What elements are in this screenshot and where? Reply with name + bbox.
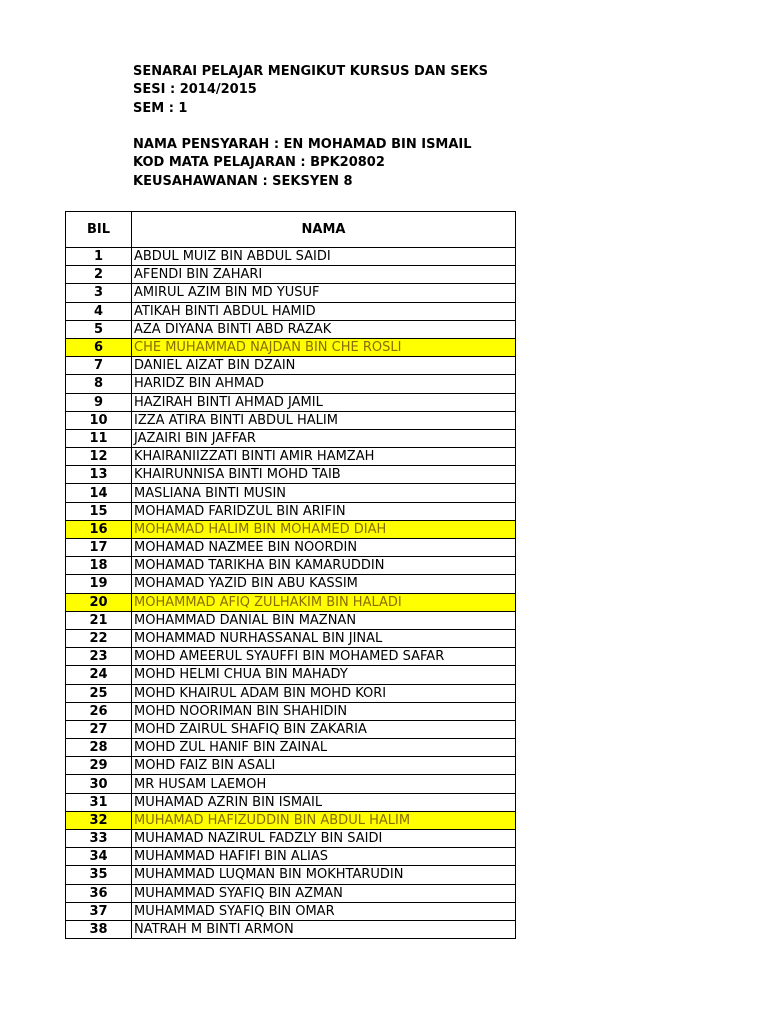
student-name: KHAIRANIIZZATI BINTI AMIR HAMZAH (132, 448, 516, 466)
document-header (133, 63, 513, 191)
lecturer-label: NAMA PENSYARAH : EN MOHAMAD BIN ISMAIL (133, 137, 472, 153)
row-number: 8 (66, 375, 132, 393)
row-number: 5 (66, 320, 132, 338)
student-name: MUHAMAD NAZIRUL FADZLY BIN SAIDI (132, 830, 516, 848)
table-row (66, 393, 516, 411)
table-row (66, 720, 516, 738)
row-number: 4 (66, 302, 132, 320)
table-row (66, 429, 516, 447)
table-row (66, 684, 516, 702)
row-number: 28 (66, 739, 132, 757)
table-row (66, 266, 516, 284)
table-row (66, 648, 516, 666)
student-name: ATIKAH BINTI ABDUL HAMID (132, 302, 516, 320)
table-row (66, 575, 516, 593)
table-row (66, 702, 516, 720)
course-section-label: KEUSAHAWANAN : SEKSYEN 8 (133, 173, 353, 189)
table-row (66, 866, 516, 884)
table-row (66, 830, 516, 848)
table-row (66, 611, 516, 629)
row-number: 33 (66, 830, 132, 848)
row-number: 32 (66, 811, 132, 829)
student-name: AFENDI BIN ZAHARI (132, 266, 516, 284)
row-number: 37 (66, 902, 132, 920)
table-row (66, 357, 516, 375)
table-row (66, 248, 516, 266)
student-name: JAZAIRI BIN JAFFAR (132, 429, 516, 447)
row-number: 21 (66, 611, 132, 629)
student-name: MUHAMMAD SYAFIQ BIN OMAR (132, 902, 516, 920)
student-name: MOHAMAD TARIKHA BIN KAMARUDDIN (132, 557, 516, 575)
table-row (66, 302, 516, 320)
table-row (66, 539, 516, 557)
table-row (66, 466, 516, 484)
header-spacer (133, 118, 513, 136)
student-name: DANIEL AIZAT BIN DZAIN (132, 357, 516, 375)
row-number: 2 (66, 266, 132, 284)
table-row (66, 502, 516, 520)
row-number: 24 (66, 666, 132, 684)
student-name: MUHAMAD HAFIZUDDIN BIN ABDUL HALIM (132, 811, 516, 829)
row-number: 36 (66, 884, 132, 902)
table-row (66, 629, 516, 647)
table-row (66, 920, 516, 938)
semester-label: SEM : 1 (133, 100, 188, 116)
table-row (66, 666, 516, 684)
student-name: MUHAMMAD HAFIFI BIN ALIAS (132, 848, 516, 866)
student-name: MOHAMAD NAZMEE BIN NOORDIN (132, 539, 516, 557)
list-title: SENARAI PELAJAR MENGIKUT KURSUS DAN SEKS (133, 64, 488, 79)
table-row (66, 375, 516, 393)
row-number: 25 (66, 684, 132, 702)
student-name: MR HUSAM LAEMOH (132, 775, 516, 793)
row-number: 10 (66, 411, 132, 429)
student-name: MOHAMAD HALIM BIN MOHAMED DIAH (132, 520, 516, 538)
row-number: 6 (66, 338, 132, 356)
row-number: 13 (66, 466, 132, 484)
table-row (66, 411, 516, 429)
table-row (66, 739, 516, 757)
row-number: 26 (66, 702, 132, 720)
student-name: MOHAMMAD NURHASSANAL BIN JINAL (132, 629, 516, 647)
student-name: IZZA ATIRA BINTI ABDUL HALIM (132, 411, 516, 429)
table-head (66, 212, 516, 248)
row-number: 23 (66, 648, 132, 666)
row-number: 38 (66, 920, 132, 938)
session-label: SESI : 2014/2015 (133, 82, 257, 98)
student-name: CHE MUHAMMAD NAJDAN BIN CHE ROSLI (132, 338, 516, 356)
table-row (66, 902, 516, 920)
row-number: 1 (66, 248, 132, 266)
student-name: MOHD KHAIRUL ADAM BIN MOHD KORI (132, 684, 516, 702)
table-row (66, 284, 516, 302)
student-name: MOHD HELMI CHUA BIN MAHADY (132, 666, 516, 684)
row-number: 9 (66, 393, 132, 411)
column-header-nama: NAMA (132, 212, 516, 248)
row-number: 7 (66, 357, 132, 375)
row-number: 31 (66, 793, 132, 811)
student-name: MUHAMMAD LUQMAN BIN MOKHTARUDIN (132, 866, 516, 884)
row-number: 35 (66, 866, 132, 884)
row-number: 14 (66, 484, 132, 502)
student-table (65, 211, 516, 939)
student-name: MUHAMMAD SYAFIQ BIN AZMAN (132, 884, 516, 902)
student-name: MOHD NOORIMAN BIN SHAHIDIN (132, 702, 516, 720)
student-name: MOHAMMAD DANIAL BIN MAZNAN (132, 611, 516, 629)
student-name: ABDUL MUIZ BIN ABDUL SAIDI (132, 248, 516, 266)
student-name: HAZIRAH BINTI AHMAD JAMIL (132, 393, 516, 411)
student-name: MOHD ZAIRUL SHAFIQ BIN ZAKARIA (132, 720, 516, 738)
row-number: 22 (66, 629, 132, 647)
row-number: 34 (66, 848, 132, 866)
student-name: MASLIANA BINTI MUSIN (132, 484, 516, 502)
row-number: 11 (66, 429, 132, 447)
table-row (66, 848, 516, 866)
student-name: MOHD FAIZ BIN ASALI (132, 757, 516, 775)
row-number: 20 (66, 593, 132, 611)
row-number: 27 (66, 720, 132, 738)
student-name: MOHAMMAD AFIQ ZULHAKIM BIN HALADI (132, 593, 516, 611)
row-number: 17 (66, 539, 132, 557)
course-code-label: KOD MATA PELAJARAN : BPK20802 (133, 155, 385, 171)
table-row (66, 484, 516, 502)
table-row (66, 775, 516, 793)
table-body (66, 248, 516, 939)
row-number: 3 (66, 284, 132, 302)
table-row (66, 320, 516, 338)
column-header-bil: BIL (66, 212, 132, 248)
row-number: 15 (66, 502, 132, 520)
student-name: AMIRUL AZIM BIN MD YUSUF (132, 284, 516, 302)
row-number: 12 (66, 448, 132, 466)
student-name: MOHD AMEERUL SYAUFFI BIN MOHAMED SAFAR (132, 648, 516, 666)
row-number: 16 (66, 520, 132, 538)
table-row (66, 757, 516, 775)
student-name: AZA DIYANA BINTI ABD RAZAK (132, 320, 516, 338)
row-number: 29 (66, 757, 132, 775)
student-name: NATRAH M BINTI ARMON (132, 920, 516, 938)
student-name: MOHAMAD YAZID BIN ABU KASSIM (132, 575, 516, 593)
student-name: HARIDZ BIN AHMAD (132, 375, 516, 393)
table-row (66, 793, 516, 811)
table-row (66, 884, 516, 902)
student-name: MOHD ZUL HANIF BIN ZAINAL (132, 739, 516, 757)
table-row (66, 520, 516, 538)
student-name: KHAIRUNNISA BINTI MOHD TAIB (132, 466, 516, 484)
student-name: MUHAMAD AZRIN BIN ISMAIL (132, 793, 516, 811)
table-row (66, 811, 516, 829)
table-row (66, 338, 516, 356)
table-row (66, 448, 516, 466)
table-row (66, 557, 516, 575)
table-row (66, 593, 516, 611)
row-number: 30 (66, 775, 132, 793)
row-number: 19 (66, 575, 132, 593)
student-name: MOHAMAD FARIDZUL BIN ARIFIN (132, 502, 516, 520)
table-header-row (66, 212, 516, 248)
row-number: 18 (66, 557, 132, 575)
